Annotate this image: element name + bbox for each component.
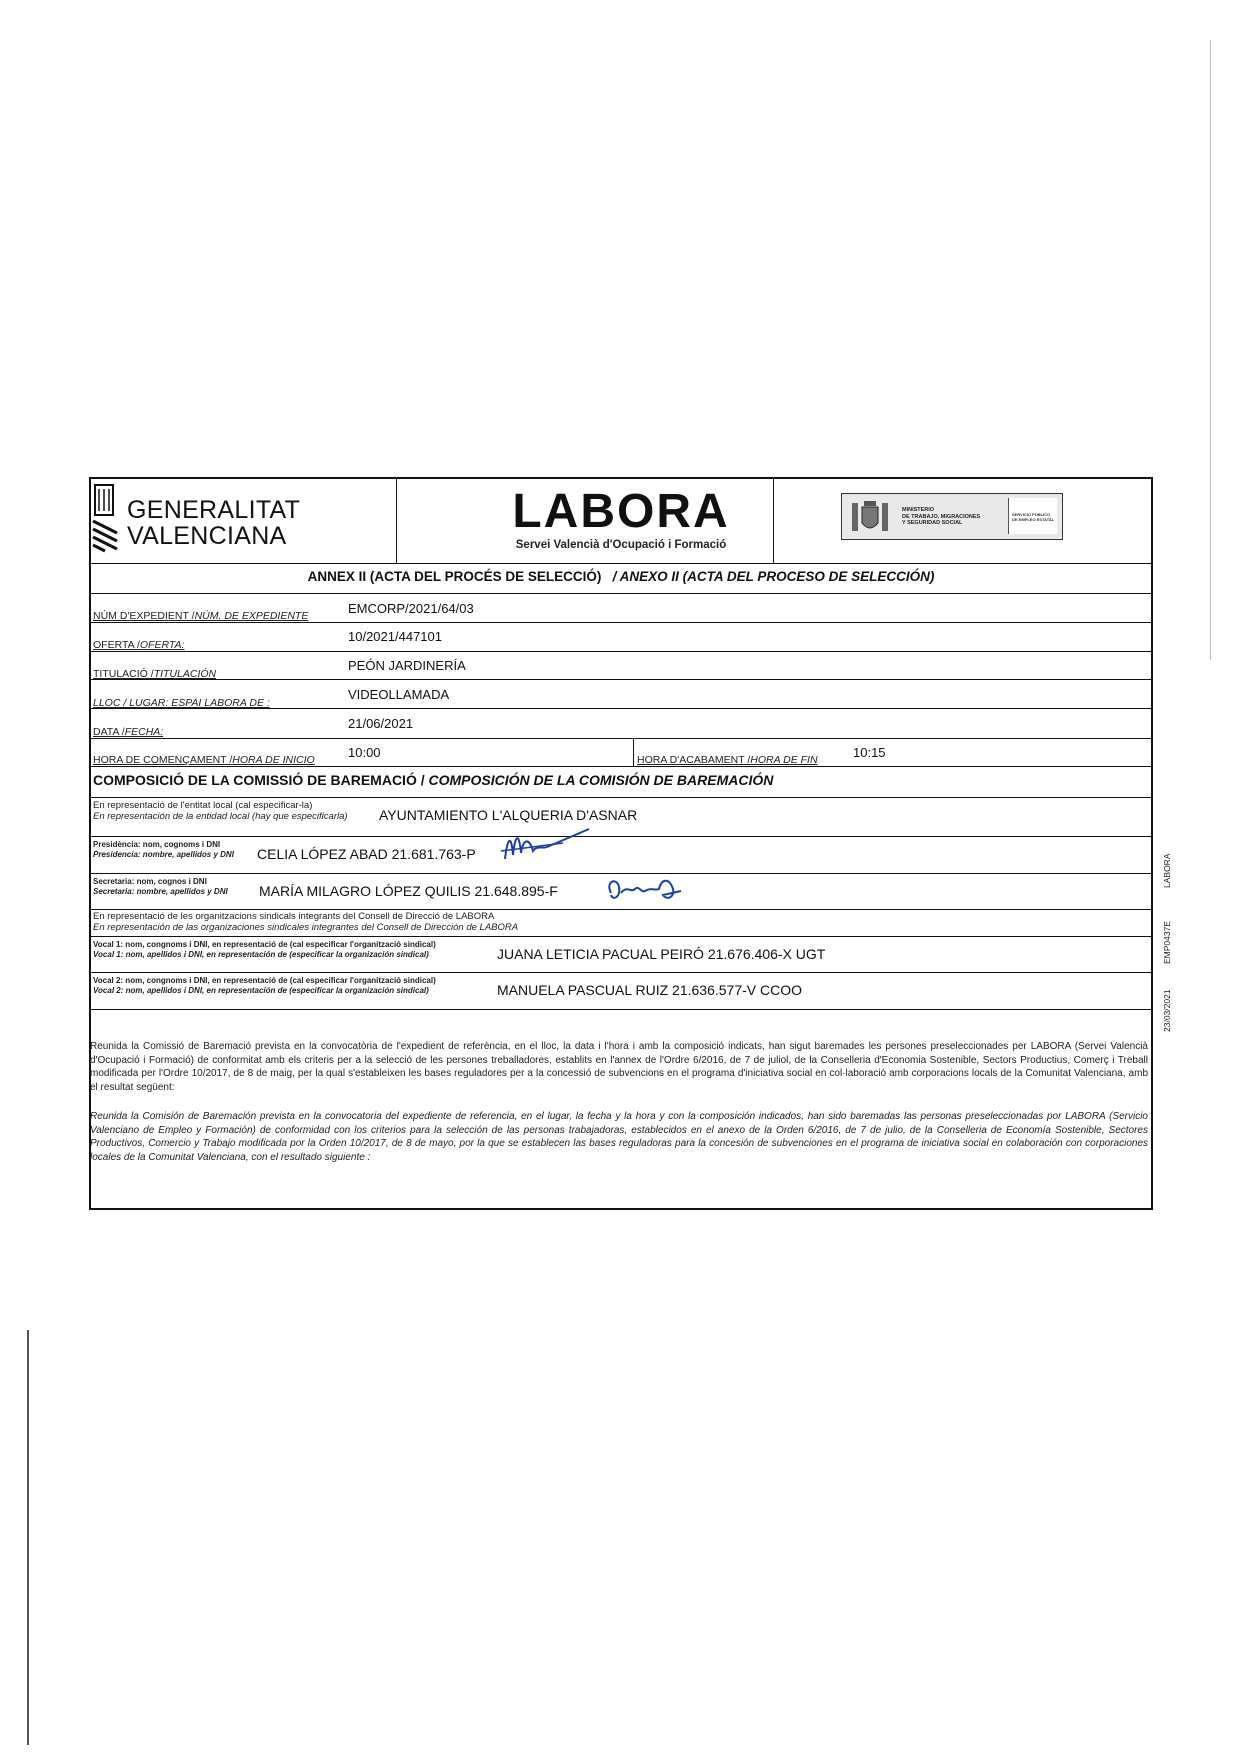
spain-crest-icon [850,499,890,535]
expedient-label: NÚM D'EXPEDIENT /NÚM. DE EXPEDIENTE [93,610,309,622]
gva-line2: VALENCIANA [127,522,287,550]
entitat-value: AYUNTAMIENTO L'ALQUERIA D'ASNAR [379,807,638,823]
annex-title [91,569,1151,584]
scan-edge-left [27,1330,29,1745]
vocal2-label: Vocal 2: nom, congnoms i DNI, en representació de (cal especificar l'organització sindical) Vocal 2: nom, apellidos i DNI, en representación de (especificar la organización sindical) [93,976,436,995]
selection-act-form [89,477,1153,1210]
lloc-value: VIDEOLLAMADA [348,687,450,702]
hora-fi-value: 10:15 [853,745,886,760]
vocal1-value: JUANA LETICIA PACUAL PEIRÓ 21.676.406-X UGT [497,946,826,962]
side-stamp-date: 23/03/2021 [1162,989,1172,1032]
scan-edge-right [1210,40,1211,660]
sindicals-label: En representació de les organitzacions sindicals integrants del Consell de Direcció de LABORA En representación de las organizaciones sindicales integrantes del Consell de Dirección de LABORA [93,911,519,933]
hora-inici-label: HORA DE COMENÇAMENT /HORA DE INICIO [93,754,315,766]
sepe-line2: DE EMPLEO ESTATAL [1012,517,1055,522]
ministry-line2: DE TRABAJO, MIGRACIONES [902,513,981,520]
sepe-logo [1008,498,1057,534]
vocal2-value: MANUELA PASCUAL RUIZ 21.636.577-V CCOO [497,982,802,998]
ministry-logo [841,493,1063,540]
sepe-name [1012,512,1054,522]
composition-title: COMPOSICIÓ DE LA COMISSIÓ DE BAREMACIÓ / COMPOSICIÓN DE LA COMISIÓN DE BAREMACIÓN [93,772,774,788]
oferta-value: 10/2021/447101 [348,629,442,644]
gva-crest-icon [91,483,121,553]
presidencia-label: Presidència: nom, cognoms i DNI Presidencia: nombre, apellidos y DNI [93,840,234,859]
titulacio-value: PEÓN JARDINERÍA [348,658,466,673]
titulacio-label: TITULACIÓ /TITULACIÓN [93,668,217,680]
paragraph-es: Reunida la Comisión de Baremación prevista en la convocatoria del expediente de referencia, en el lugar, la fecha y la hora y con la composición indicados, han sido baremadas las personas preseleccionadas por LABORA (Servicio Valenciano de Empleo y Formación) de conformidad con los criterios para la selección de las personas trabajadoras, establecidos en el anexo de la Orden 6/2016, de 7 de julio, de la Conselleria de Economía Sostenible, Sectores Productivos, Comercio y Trabajo modificada por la Orden 10/2017, de 8 de mayo, por la que se establecen las bases reguladoras para la concesión de subvenciones en el programa de iniciativa social en colaboración con corporaciones locales de la Comunitat Valenciana, con el resultado siguiente : [90,1111,1148,1163]
presidencia-value: CELIA LÓPEZ ABAD 21.681.763-P [257,846,476,862]
lloc-label: LLOC / LUGAR: ESPAI LABORA DE : [93,697,270,709]
entitat-label: En representació de l'entitat local (cal especificar-la) En representación de la entidad local (hay que especificarla) [93,800,348,822]
annex-title-va: ANNEX II (ACTA DEL PROCÉS DE SELECCIÓ) [307,569,602,584]
data-value: 21/06/2021 [348,716,414,731]
oferta-label: OFERTA /OFERTA: [93,639,185,651]
vocal1-label: Vocal 1: nom, congnoms i DNI, en representació de (cal especificar l'organització sindical) Vocal 1: nom, apellidos i DNI, en representación de (especificar la organización sindical) [93,940,436,959]
gva-wordmark [127,497,300,549]
labora-logo: LABORA [512,485,730,538]
hora-inici-value: 10:00 [348,745,381,760]
presidencia-signature [493,821,603,865]
secretaria-value: MARÍA MILAGRO LÓPEZ QUILIS 21.648.895-F [259,883,558,899]
ministry-line1: MINISTERIO [902,507,935,513]
secretaria-signature [603,871,693,907]
side-stamp-form-code: EMP0437E [1162,921,1172,964]
labora-subtitle: Servei Valencià d'Ocupació i Formació [515,539,727,551]
ministry-line3: Y SEGURIDAD SOCIAL [902,520,963,526]
data-label: DATA /FECHA: [93,726,164,738]
hora-fi-label: HORA D'ACABAMENT /HORA DE FIN [637,754,818,766]
gva-logo [91,479,396,563]
expedient-value: EMCORP/2021/64/03 [348,601,474,616]
ministry-name [902,507,1002,527]
paragraph-va: Reunida la Comissió de Baremació prevista en la convocatòria de l'expedient de referència, en el lloc, la data i l'hora i amb la composició indicats, han sigut baremades les persones preseleccionades per LABORA (Servei Valencià d'Ocupació i Formació) de conformitat amb els criteris per a la selecció de les persones treballadores, establits en l'annex de l'Ordre 6/2016, de 7 de juliol, de la Conselleria d'Economia Sostenible, Sectors Productius, Comerç i Treball modificada per l'Ordre 10/2017, de 8 de maig, per la qual s'estableixen les bases reguladores per a la concessió de subvencions en el programa d'iniciativa social en col·laboració amb corporacions locals de la Comunitat Valenciana, amb el resultat següent: [90,1041,1148,1093]
sepe-line1: SERVICIO PÚBLICO [1012,512,1051,517]
annex-title-es: / ANEXO II (ACTA DEL PROCESO DE SELECCIÓN) [612,569,935,584]
side-stamp-labora: LABORA [1162,853,1172,888]
secretaria-label: Secretaria: nom, cognos i DNI Secretaria: nombre, apellidos y DNI [93,877,228,896]
gva-line1: GENERALITAT [127,496,301,524]
